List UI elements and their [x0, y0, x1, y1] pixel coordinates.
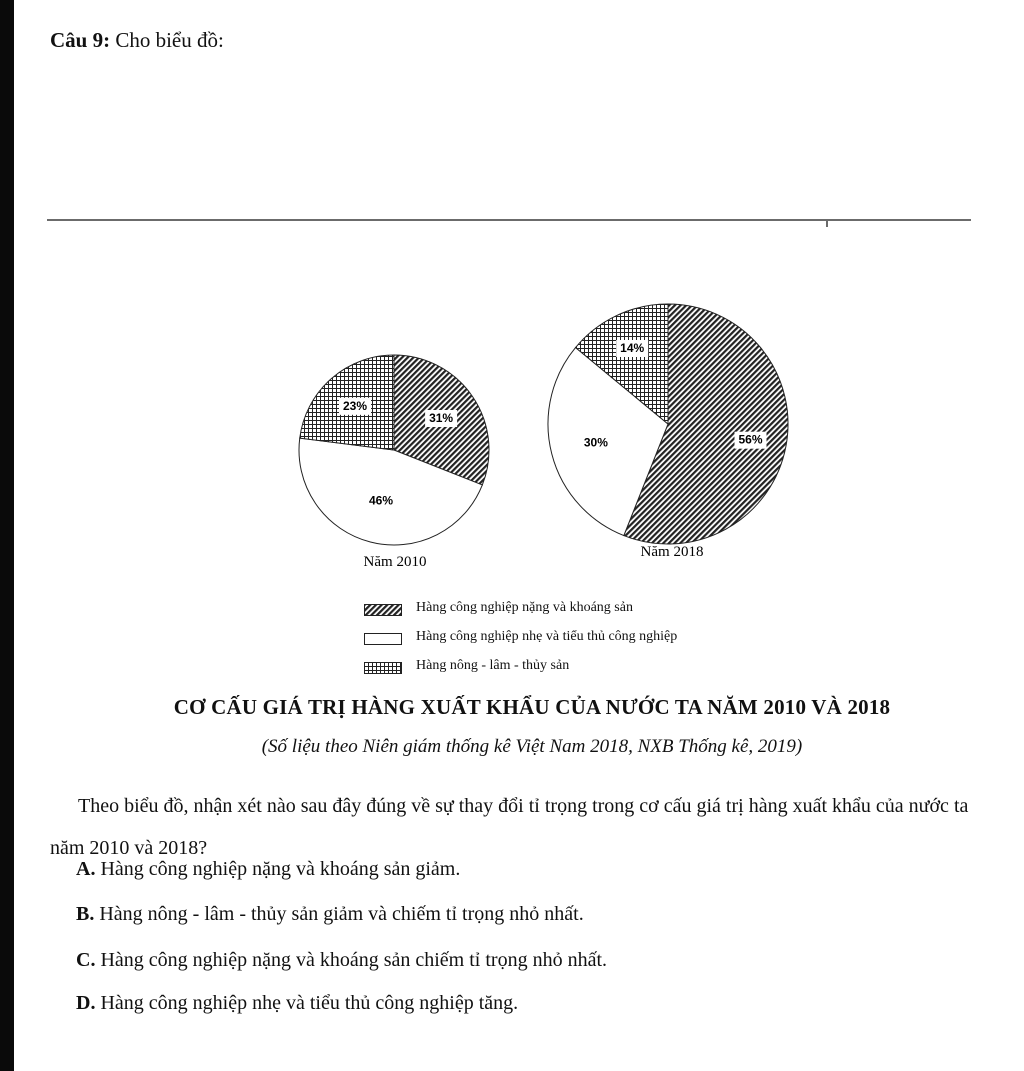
pie-data-label [584, 436, 608, 450]
option-text: Hàng công nghiệp nặng và khoáng sản giảm. [100, 858, 461, 880]
legend-label: Hàng công nghiệp nặng và khoáng sản [416, 600, 633, 615]
question-intro: Cho biểu đồ: [115, 28, 224, 52]
option-c[interactable] [76, 949, 607, 972]
option-letter: C. [76, 949, 96, 971]
pie-data-label [339, 398, 371, 415]
pie-2018 [548, 304, 788, 560]
option-d[interactable] [76, 992, 518, 1015]
svg-text:31%: 31% [429, 411, 454, 425]
chart-title: CƠ CẤU GIÁ TRỊ HÀNG XUẤT KHẨU CỦA NƯỚC TA NĂM 2010 VÀ 2018 [173, 695, 891, 719]
svg-text:46%: 46% [368, 493, 394, 508]
svg-text:30%: 30% [583, 435, 608, 450]
pie-2010 [299, 355, 489, 570]
pie-data-label [735, 432, 767, 449]
svg-text:56%: 56% [738, 432, 763, 447]
question-text: Theo biểu đồ, nhận xét nào sau đây đúng về sự thay đổi tỉ trọng trong cơ cấu giá trị hàng xuất khẩu của nước ta năm 2010 và 2018? [50, 795, 969, 859]
pie-data-label [369, 494, 393, 508]
legend-swatch-blank [364, 633, 402, 645]
legend-swatch-hatch [364, 604, 402, 616]
pie-data-label [425, 410, 457, 427]
pie-year-label: Năm 2018 [640, 544, 704, 560]
option-letter: D. [76, 992, 96, 1014]
option-letter: B. [76, 903, 95, 925]
svg-text:14%: 14% [620, 341, 645, 355]
legend-label: Hàng công nghiệp nhẹ và tiểu thủ công nghiệp [416, 629, 678, 644]
option-text: Hàng nông - lâm - thủy sản giảm và chiếm tỉ trọng nhỏ nhất. [99, 903, 584, 925]
chart-source: (Số liệu theo Niên giám thống kê Việt Nam 2018, NXB Thống kê, 2019) [261, 736, 803, 757]
option-text: Hàng công nghiệp nhẹ và tiểu thủ công nghiệp tăng. [100, 992, 519, 1014]
svg-text:23%: 23% [342, 398, 368, 413]
pie-data-label [616, 340, 648, 357]
legend-swatch-grid [364, 662, 402, 674]
legend-label: Hàng nông - lâm - thủy sản [416, 658, 570, 673]
question-number: Câu 9: [50, 28, 111, 52]
option-text: Hàng công nghiệp nặng và khoáng sản chiếm tỉ trọng nhỏ nhất. [100, 949, 608, 971]
option-a[interactable] [76, 858, 460, 881]
pie-year-label: Năm 2010 [363, 554, 427, 570]
option-b[interactable] [76, 903, 584, 926]
option-letter: A. [76, 858, 96, 880]
